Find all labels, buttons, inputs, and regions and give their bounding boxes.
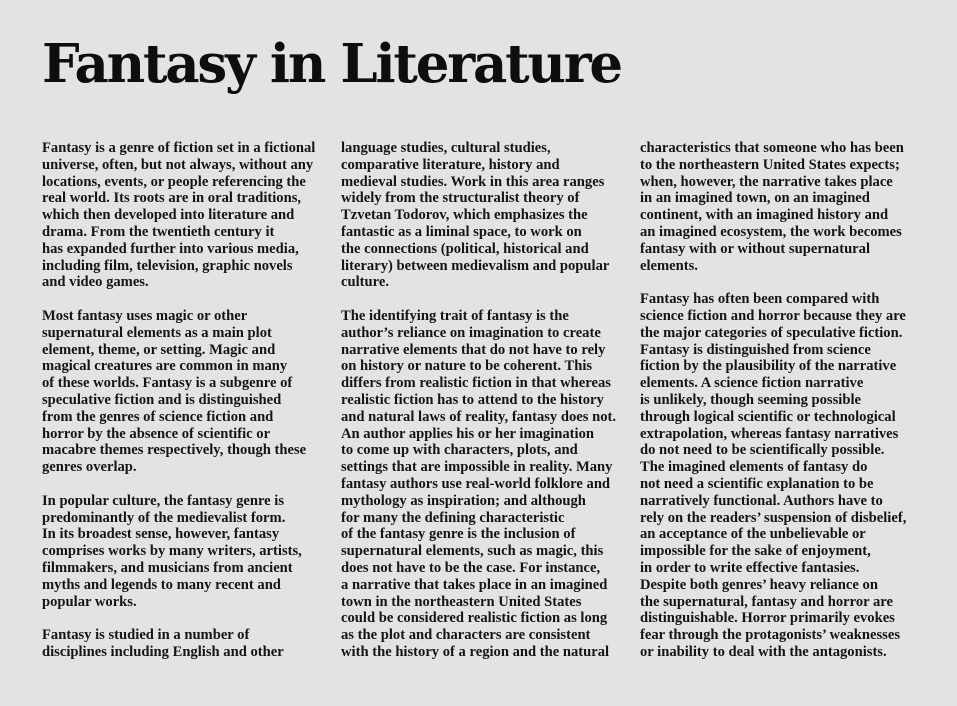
paragraph	[42, 308, 315, 476]
text-line: distinguishable. Horror primarily evokes	[640, 610, 895, 627]
text-line: genres overlap.	[42, 459, 137, 476]
text-line: myths and legends to many recent and	[42, 576, 281, 593]
text-line: realistic fiction has to attend to the history	[341, 391, 604, 408]
text-line: horror by the absence of scientific or	[42, 425, 271, 442]
text-line: continent, with an imagined history and	[640, 207, 889, 224]
text-line: elements.	[640, 257, 698, 274]
text-line: in order to write effective fantasies.	[640, 559, 860, 576]
text-line: literary) between medievalism and popular	[341, 257, 610, 274]
text-line: when, however, the narrative takes place	[640, 173, 893, 190]
text-line: narratively functional. Authors have to	[640, 492, 883, 509]
text-line: In its broadest sense, however, fantasy	[42, 526, 280, 543]
text-line: which then developed into literature and	[42, 207, 295, 224]
text-line: for many the defining characteristic	[341, 509, 565, 526]
text-line: from the genres of science fiction and	[42, 408, 274, 425]
paragraph	[42, 140, 315, 291]
text-line: comparative literature, history and	[341, 156, 560, 173]
text-line: language studies, cultural studies,	[341, 140, 551, 156]
text-line: including film, television, graphic novels	[42, 257, 293, 274]
text-line: disciplines including English and other	[42, 643, 284, 660]
text-line: predominantly of the medievalist form.	[42, 509, 286, 526]
text-line: elements. A science fiction narrative	[640, 375, 864, 392]
text-column-2	[341, 140, 616, 661]
text-line: as the plot and characters are consistent	[341, 627, 591, 644]
text-line: Most fantasy uses magic or other	[42, 307, 248, 324]
text-line: an acceptance of the unbelievable or	[640, 526, 866, 543]
text-line: Despite both genres’ heavy reliance on	[640, 576, 878, 593]
text-line: through logical scientific or technological	[640, 408, 896, 425]
text-line: characteristics that someone who has been	[640, 140, 904, 156]
text-line: supernatural elements as a main plot	[42, 324, 272, 341]
text-column-3	[640, 140, 906, 661]
text-line: Fantasy has often been compared with	[640, 291, 880, 308]
text-line: fantasy with or without supernatural	[640, 240, 871, 257]
text-line: does not have to be the case. For instance,	[341, 559, 601, 576]
text-line: element, theme, or setting. Magic and	[42, 341, 276, 358]
text-line: mythology as inspiration; and although	[341, 492, 586, 509]
text-line: is unlikely, though seeming possible	[640, 391, 861, 408]
text-line: drama. From the twentieth century it	[42, 223, 275, 240]
text-line: town in the northeastern United States	[341, 593, 582, 610]
text-line: differs from realistic fiction in that whereas	[341, 375, 611, 392]
text-line: to the northeastern United States expects;	[640, 156, 900, 173]
text-line: Fantasy is studied in a number of	[42, 627, 250, 644]
paragraph	[640, 291, 906, 661]
text-line: macabre themes respectively, though these	[42, 442, 307, 459]
paragraph	[640, 140, 906, 274]
text-line: extrapolation, whereas fantasy narratives	[640, 425, 899, 442]
text-line: The imagined elements of fantasy do	[640, 459, 868, 476]
text-line: could be considered realistic fiction as long	[341, 610, 608, 627]
text-line: narrative elements that do not have to rely	[341, 341, 606, 358]
text-line: fantasy authors use real-world folklore and	[341, 475, 611, 492]
text-line: The identifying trait of fantasy is the	[341, 307, 569, 324]
text-line: fear through the protagonists’ weaknesses	[640, 627, 900, 644]
text-line: to come up with characters, plots, and	[341, 442, 578, 459]
text-line: science fiction and horror because they are	[640, 307, 906, 324]
text-line: fiction by the plausibility of the narrative	[640, 358, 897, 375]
text-line: magical creatures are common in many	[42, 358, 288, 375]
text-line: of these worlds. Fantasy is a subgenre of	[42, 375, 293, 392]
text-line: locations, events, or people referencing the	[42, 173, 306, 190]
text-line: Fantasy is a genre of fiction set in a fictional	[42, 140, 316, 156]
text-line: Fantasy is distinguished from science	[640, 341, 871, 358]
text-line: with the history of a region and the natural	[341, 643, 610, 660]
text-line: impossible for the sake of enjoyment,	[640, 543, 871, 560]
page-title: Fantasy in Literature	[42, 33, 621, 95]
paragraph	[42, 627, 315, 661]
paragraph	[42, 493, 315, 611]
text-line: the major categories of speculative fiction.	[640, 324, 903, 341]
text-line: fantastic as a liminal space, to work on	[341, 223, 582, 240]
text-line: real world. Its roots are in oral traditions,	[42, 190, 302, 207]
text-line: the supernatural, fantasy and horror are	[640, 593, 893, 610]
text-line: the connections (political, historical and	[341, 240, 589, 257]
text-line: popular works.	[42, 593, 137, 610]
text-line: or inability to deal with the antagonists.	[640, 643, 887, 660]
text-line: speculative fiction and is distinguished	[42, 391, 282, 408]
text-column-1	[42, 140, 315, 661]
text-line: do not need to be scientifically possible.	[640, 442, 885, 459]
text-line: An author applies his or her imagination	[341, 425, 595, 442]
text-line: Tzvetan Todorov, which emphasizes the	[341, 207, 588, 224]
text-line: comprises works by many writers, artists,	[42, 543, 302, 560]
text-line: supernatural elements, such as magic, this	[341, 543, 604, 560]
text-line: author’s reliance on imagination to create	[341, 324, 601, 341]
text-line: filmmakers, and musicians from ancient	[42, 559, 293, 576]
text-line: culture.	[341, 274, 389, 291]
text-line: settings that are impossible in reality. Many	[341, 459, 613, 476]
text-line: of the fantasy genre is the inclusion of	[341, 526, 576, 543]
text-line: widely from the structuralist theory of	[341, 190, 580, 207]
text-line: rely on the readers’ suspension of disbelief,	[640, 509, 907, 526]
text-line: and natural laws of reality, fantasy does not.	[341, 408, 617, 425]
text-line: an imagined ecosystem, the work becomes	[640, 223, 902, 240]
text-line: and video games.	[42, 274, 149, 291]
text-line: In popular culture, the fantasy genre is	[42, 492, 285, 509]
text-line: in an imagined town, on an imagined	[640, 190, 870, 207]
text-line: on history or nature to be coherent. This	[341, 358, 593, 375]
text-line: not need a scientific explanation to be	[640, 475, 874, 492]
paragraph	[341, 140, 616, 291]
text-line: a narrative that takes place in an imagined	[341, 576, 608, 593]
text-line: medieval studies. Work in this area ranges	[341, 173, 605, 190]
paragraph	[341, 308, 616, 661]
text-line: has expanded further into various media,	[42, 240, 299, 257]
text-line: universe, often, but not always, without any	[42, 156, 314, 173]
